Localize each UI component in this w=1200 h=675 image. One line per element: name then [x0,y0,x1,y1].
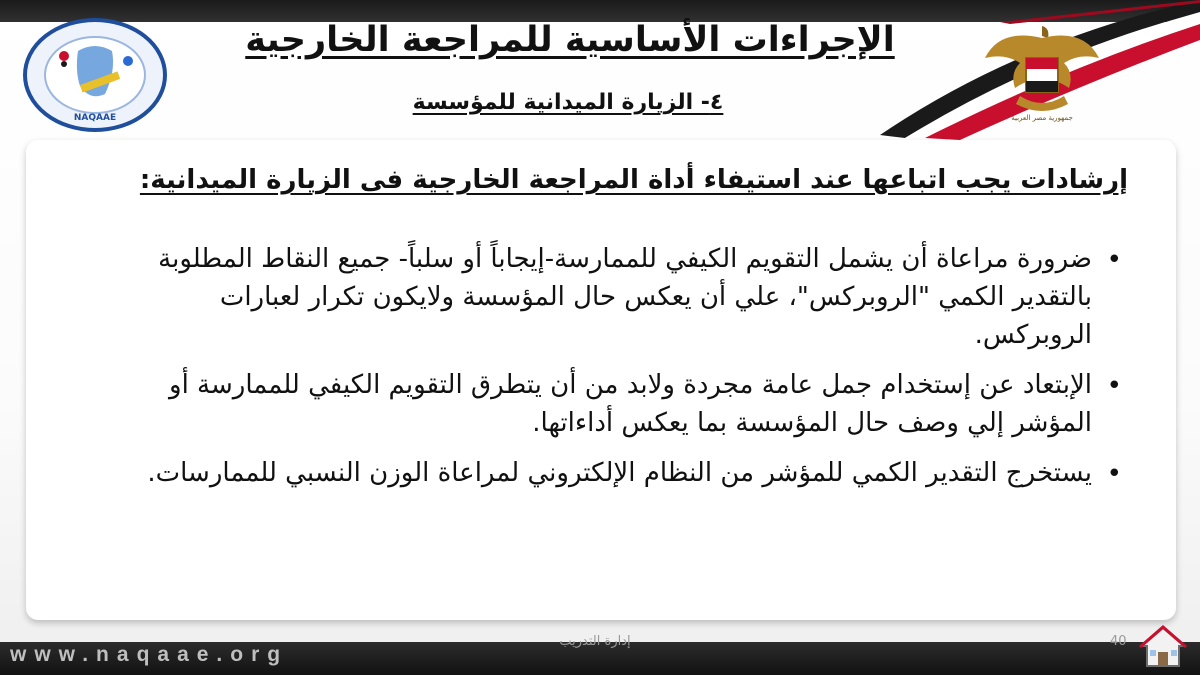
list-item-text: يستخرج التقدير الكمي للمؤشر من النظام الإلكتروني لمراعاة الوزن النسبي للممارسات. [147,458,1092,488]
bullet-icon: • [1106,459,1122,489]
list-item [132,454,1122,492]
bullet-icon: • [1106,371,1122,401]
list-item-text: ضرورة مراعاة أن يشمل التقويم الكيفي للممارسة-إيجاباً أو سلباً- جميع النقاط المطلوبة بالتقدير الكمي "الروبركس"، علي أن يعكس حال المؤسسة ولايكون تكرار لعبارات الروبركس. [158,244,1092,350]
footer-label: إدارة التدريب [559,634,631,649]
list-item-text: الإبتعاد عن إستخدام جمل عامة مجردة ولابد من أن يتطرق التقويم الكيفي للممارسة أو المؤشر إلي وصف حال المؤسسة بما يعكس أداءاتها. [169,370,1092,438]
bullet-icon: • [1106,245,1122,275]
logo-name: NAQAAE [73,113,117,123]
page-title: الإجراءات الأساسية للمراجعة الخارجية [245,20,895,60]
home-icon[interactable] [1138,622,1188,670]
guidelines-heading: إرشادات يجب اتباعها عند استيفاء أداة المراجعة الخارجية فى الزيارة الميدانية: [139,165,1128,195]
egypt-eagle-emblem [980,18,1105,123]
list-item [132,366,1122,442]
naqaae-logo [20,16,170,134]
page-number: 40 [1110,634,1127,649]
page-subtitle: ٤- الزيارة الميدانية للمؤسسة [412,90,724,115]
guidelines-list [132,240,1122,504]
website-url: www.naqaae.org [10,643,289,666]
list-item [132,240,1122,354]
emblem-caption: جمهورية مصر العربية [1011,114,1073,122]
